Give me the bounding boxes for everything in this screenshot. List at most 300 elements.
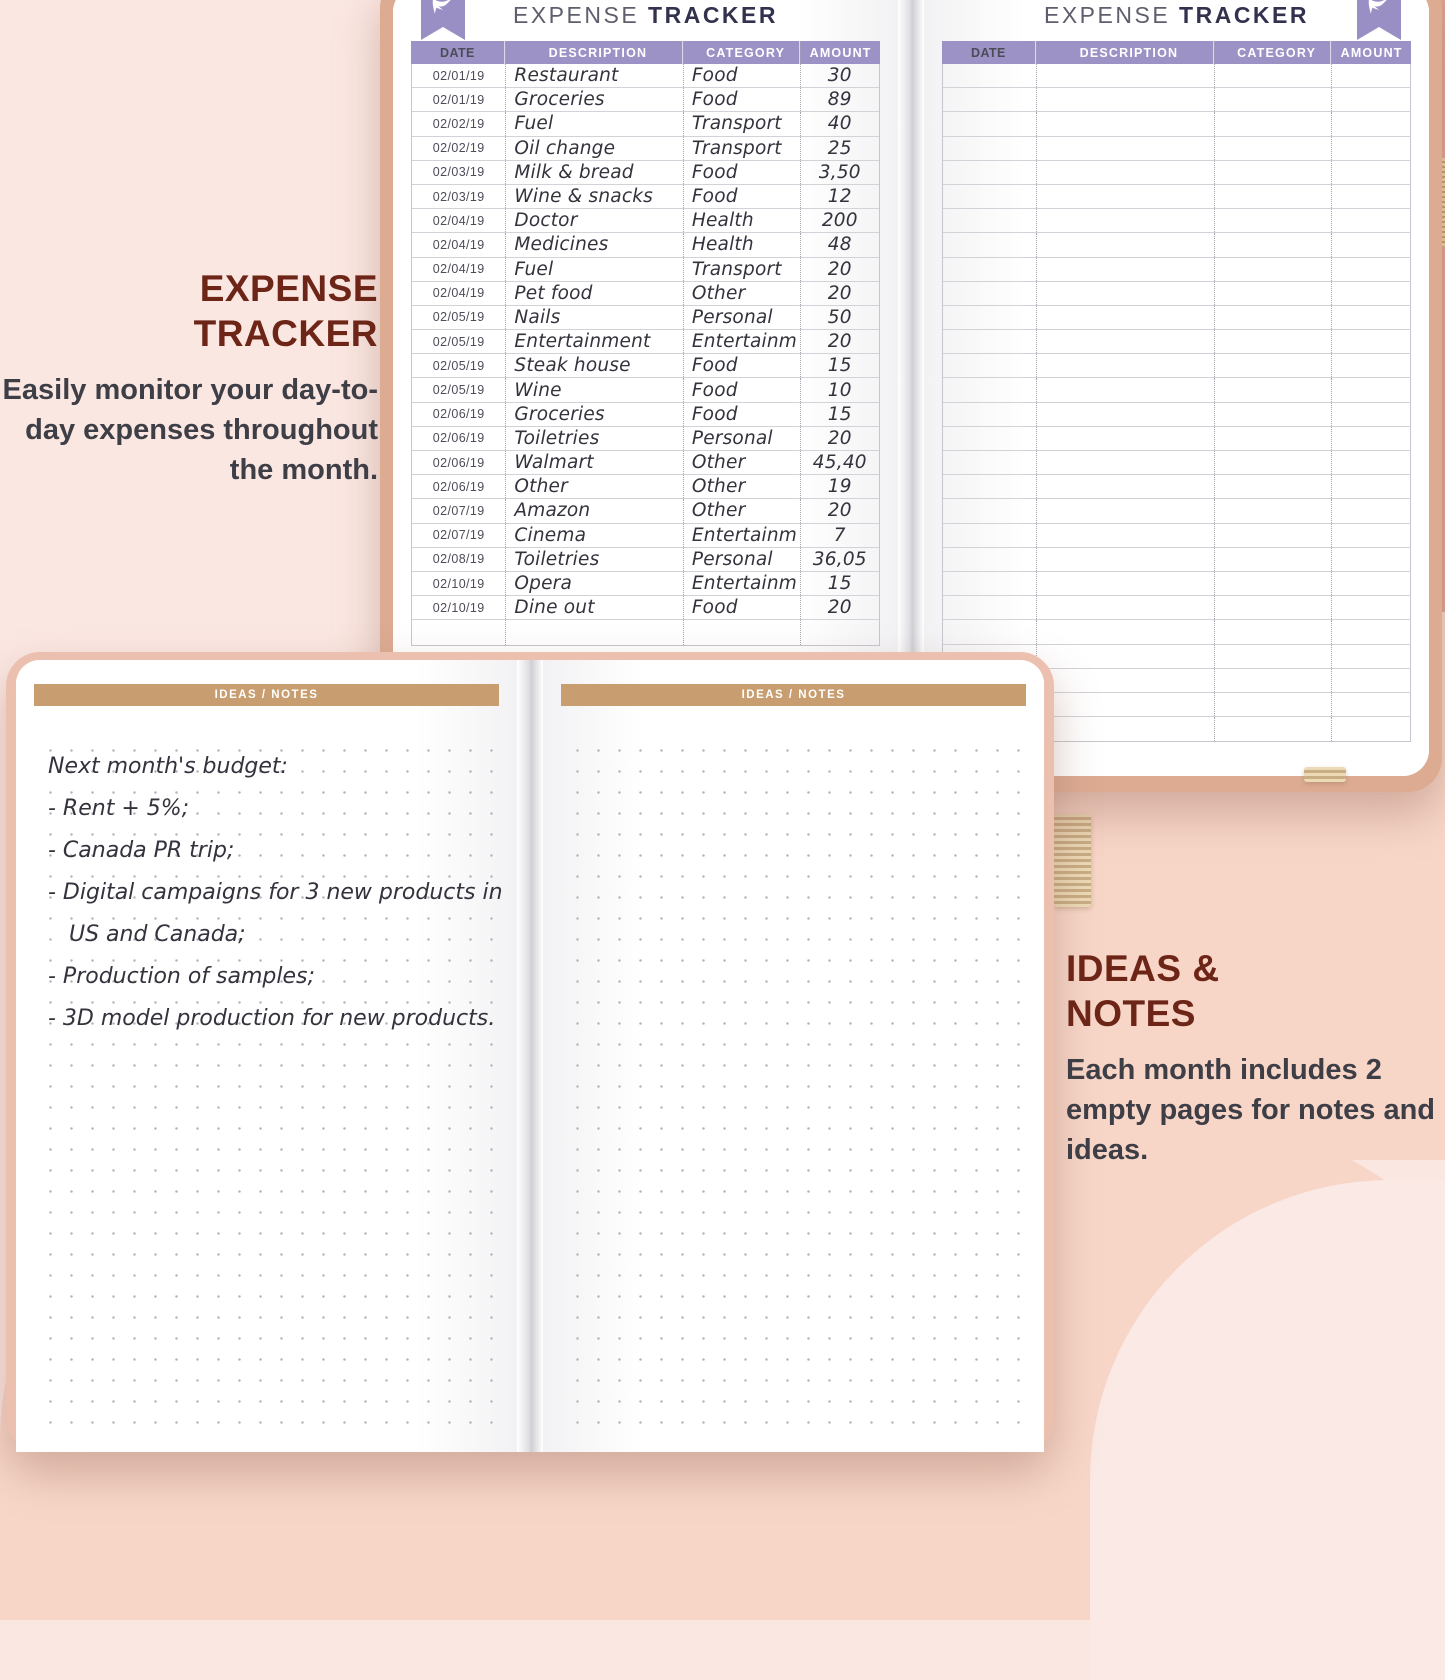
cell-category [1214,137,1331,160]
cell-category [1214,427,1331,450]
dot-grid [34,732,503,1442]
cell-description: Toiletries [505,548,682,571]
cell-date [943,475,1036,498]
cell-amount [1331,354,1410,377]
cell-category: Entertainm [683,330,800,353]
table-row [412,64,879,88]
cell-description [1036,572,1213,595]
cell-amount [1331,475,1410,498]
cell-description [1036,403,1213,426]
column-header-description: DESCRIPTION [505,41,683,64]
cell-date: 02/05/19 [432,310,485,325]
notes-line: - Rent + 5%; [48,796,190,821]
cell-date: 02/07/19 [432,528,485,543]
expense-table-body-left [411,64,880,646]
cell-category [1214,354,1331,377]
notes-line: - Canada PR trip; [48,838,235,863]
cell-date [943,161,1036,184]
cell-category: Food [683,378,800,401]
cell-date [943,258,1036,281]
cell-description: Doctor [505,209,682,232]
cell-date [943,524,1036,547]
cell-category [1214,185,1331,208]
table-row [943,403,1410,427]
table-row [412,548,879,572]
table-row [412,403,879,427]
cell-category [1214,161,1331,184]
cell-description [1036,378,1213,401]
cell-amount: 20 [800,282,879,305]
cell-date: 02/02/19 [432,141,485,156]
cell-amount [1331,403,1410,426]
cell-category [1214,88,1331,111]
cell-description: Fuel [505,258,682,281]
cell-date: 02/05/19 [432,383,485,398]
cell-category [683,620,800,644]
bookmark-ribbon [421,0,465,40]
cell-date: 02/01/19 [432,68,485,83]
cell-amount [1331,499,1410,522]
cell-description: Wine & snacks [505,185,682,208]
promo-ideas-notes [1066,946,1438,1170]
swallow-bird-icon [431,0,455,16]
cell-description [1036,330,1213,353]
cell-category [1214,378,1331,401]
table-row [412,451,879,475]
cell-date: 02/06/19 [432,407,485,422]
table-row [412,282,879,306]
cell-category: Food [683,354,800,377]
cell-amount [1331,64,1410,87]
cell-description: Cinema [505,524,682,547]
notes-line: - 3D model production for new products. [48,1006,496,1031]
cell-amount: 20 [800,258,879,281]
cell-category [1214,693,1331,716]
table-row [412,233,879,257]
column-header-amount: AMOUNT [800,41,880,64]
cell-date: 02/05/19 [432,358,485,373]
cell-amount [1331,282,1410,305]
notes-header-bar: IDEAS / NOTES [561,684,1026,706]
cell-amount [1331,693,1410,716]
cell-category: Health [683,209,800,232]
table-row [412,330,879,354]
cell-amount [1331,185,1410,208]
cell-category [1214,403,1331,426]
cell-amount: 25 [800,137,879,160]
table-row [943,548,1410,572]
table-row [943,378,1410,402]
cell-category [1214,306,1331,329]
ideas-notes-notebook [6,652,1054,1452]
cell-date [943,427,1036,450]
cell-description: Amazon [505,499,682,522]
expense-table-empty [942,41,1411,742]
cell-description: Steak house [505,354,682,377]
cell-amount [1331,233,1410,256]
cell-description [1036,693,1213,716]
cell-amount: 36,05 [800,548,879,571]
cell-date: 02/04/19 [432,213,485,228]
cell-description [1036,88,1213,111]
cell-category: Other [683,499,800,522]
cell-date: 02/06/19 [432,431,485,446]
cell-description: Other [505,475,682,498]
cell-category [1214,645,1331,668]
cell-amount: 30 [800,64,879,87]
cell-description [1036,524,1213,547]
cell-description [1036,185,1213,208]
cell-amount [1331,620,1410,643]
table-row [943,427,1410,451]
cell-category: Food [683,596,800,619]
cell-amount: 50 [800,306,879,329]
table-row [943,137,1410,161]
cell-amount: 20 [800,330,879,353]
cell-amount [1331,572,1410,595]
cell-description [1036,209,1213,232]
cell-description [1036,161,1213,184]
cell-description: Entertainment [505,330,682,353]
cell-date [943,306,1036,329]
cell-amount [1331,548,1410,571]
cell-date [943,209,1036,232]
cell-category [1214,572,1331,595]
cell-amount: 19 [800,475,879,498]
cell-description: Restaurant [505,64,682,87]
cell-category [1214,475,1331,498]
table-row [412,524,879,548]
table-row [412,620,879,644]
cell-amount: 40 [800,112,879,135]
column-header-category: CATEGORY [683,41,800,64]
cell-date: 02/04/19 [432,286,485,301]
cell-description [505,620,682,644]
table-row [943,209,1410,233]
dot-grid [561,732,1026,1442]
table-row [943,475,1410,499]
cell-category: Health [683,233,800,256]
cell-amount: 20 [800,427,879,450]
cell-description: Medicines [505,233,682,256]
cell-date [943,451,1036,474]
handwritten-notes [48,746,503,1040]
elastic-pen-loop [1054,814,1091,907]
cell-category: Food [683,185,800,208]
cell-amount [1331,209,1410,232]
cell-date [943,548,1036,571]
cell-date: 02/06/19 [432,455,485,470]
cell-amount [1331,669,1410,692]
cell-description [1036,258,1213,281]
cell-description: Pet food [505,282,682,305]
cell-description [1036,645,1213,668]
cell-amount [1331,427,1410,450]
cell-date [943,330,1036,353]
cell-category [1214,620,1331,643]
table-row [412,137,879,161]
cell-amount: 7 [800,524,879,547]
cell-date [943,64,1036,87]
cell-date: 02/06/19 [432,479,485,494]
notes-line: - Production of samples; [48,964,315,989]
cell-category: Food [683,88,800,111]
table-row [943,499,1410,523]
table-row [943,112,1410,136]
cell-description [1036,233,1213,256]
column-header-date: DATE [411,41,505,64]
cell-category [1214,669,1331,692]
elastic-strap [1304,767,1346,782]
page-title-bold: TRACKER [1179,2,1309,28]
column-header-category: CATEGORY [1214,41,1331,64]
column-header-description: DESCRIPTION [1036,41,1214,64]
table-row [943,282,1410,306]
cell-date: 02/02/19 [432,116,485,131]
cell-category: Transport [683,112,800,135]
table-row [412,596,879,620]
cell-date: 02/01/19 [432,92,485,107]
cell-date [943,499,1036,522]
cell-date: 02/10/19 [432,576,485,591]
column-header-date: DATE [942,41,1036,64]
notes-line: US and Canada; [48,922,246,947]
cell-amount [1331,88,1410,111]
cell-category: Other [683,451,800,474]
table-row [943,185,1410,209]
promo-description: Easily monitor your day-to-day expenses throughout the month. [2,374,378,487]
cell-amount: 200 [800,209,879,232]
cell-category [1214,209,1331,232]
cell-description: Dine out [505,596,682,619]
cell-category [1214,548,1331,571]
cell-date [943,233,1036,256]
cell-date [943,572,1036,595]
cell-date [943,354,1036,377]
cell-amount [1331,451,1410,474]
table-row [412,427,879,451]
table-row [412,354,879,378]
cell-amount: 15 [800,572,879,595]
cell-date [943,620,1036,643]
cell-description: Walmart [505,451,682,474]
cell-amount [800,620,879,644]
table-row [412,161,879,185]
table-row [943,524,1410,548]
notes-page-right [543,660,1044,1452]
cell-amount: 10 [800,378,879,401]
page-title-light: EXPENSE [1044,2,1171,28]
table-row [943,88,1410,112]
table-header-row [942,41,1411,64]
page-title-bold: TRACKER [648,2,778,28]
cell-description [1036,596,1213,619]
cell-category: Transport [683,258,800,281]
cell-category: Other [683,282,800,305]
cell-amount: 45,40 [800,451,879,474]
cell-description [1036,548,1213,571]
expense-table-body-right [942,64,1411,742]
notes-page-left [16,660,517,1452]
cell-category: Transport [683,137,800,160]
table-row [412,378,879,402]
cell-amount [1331,258,1410,281]
cell-amount: 48 [800,233,879,256]
cell-amount [1331,524,1410,547]
table-row [943,620,1410,644]
cell-date: 02/07/19 [432,503,485,518]
cell-amount [1331,306,1410,329]
cell-date: 02/04/19 [432,262,485,277]
table-row [412,88,879,112]
cell-category [1214,596,1331,619]
cell-date [943,112,1036,135]
cell-amount: 20 [800,499,879,522]
cell-amount [1331,330,1410,353]
notes-line: Next month's budget: [48,754,288,779]
table-row [943,306,1410,330]
cell-category [1214,451,1331,474]
cell-amount: 20 [800,596,879,619]
expense-table-filled [411,41,880,646]
cell-category: Food [683,64,800,87]
page-title [924,2,1429,29]
cell-description [1036,499,1213,522]
swallow-bird-icon [1367,0,1391,16]
cell-description [1036,669,1213,692]
table-row [412,499,879,523]
cell-amount: 15 [800,354,879,377]
cell-category [1214,282,1331,305]
table-row [412,475,879,499]
table-row [412,258,879,282]
cell-amount: 3,50 [800,161,879,184]
cell-date [412,620,505,644]
notes-line: - Digital campaigns for 3 new products in [48,880,503,905]
bookmark-ribbon [1357,0,1401,40]
cell-date [943,282,1036,305]
cell-date: 02/03/19 [432,165,485,180]
cell-category: Personal [683,427,800,450]
cell-description [1036,451,1213,474]
table-row [943,572,1410,596]
cell-amount [1331,596,1410,619]
cell-description [1036,620,1213,643]
cell-amount: 89 [800,88,879,111]
cell-date [943,88,1036,111]
cell-date [943,137,1036,160]
cell-category: Entertainm [683,524,800,547]
cell-amount [1331,378,1410,401]
cell-category [1214,64,1331,87]
table-row [943,161,1410,185]
cell-amount [1331,717,1410,741]
page-title [393,2,898,29]
cell-description: Opera [505,572,682,595]
cell-category: Personal [683,548,800,571]
table-row [943,451,1410,475]
cell-category [1214,233,1331,256]
cell-amount [1331,645,1410,668]
table-row [943,596,1410,620]
cell-date: 02/08/19 [432,552,485,567]
cell-category: Food [683,403,800,426]
table-header-row [411,41,880,64]
cell-category [1214,717,1331,741]
notebook-gutter [517,660,543,1452]
table-row [412,185,879,209]
cell-amount [1331,137,1410,160]
table-row [412,112,879,136]
cell-amount [1331,112,1410,135]
promo-title: IDEAS & NOTES [1066,948,1220,1035]
cell-description [1036,137,1213,160]
cell-date: 02/10/19 [432,600,485,615]
cell-amount: 15 [800,403,879,426]
cell-description [1036,282,1213,305]
cell-date: 02/04/19 [432,237,485,252]
table-row [943,354,1410,378]
cell-category [1214,524,1331,547]
table-row [412,306,879,330]
cell-description [1036,112,1213,135]
column-header-amount: AMOUNT [1331,41,1411,64]
cell-amount: 12 [800,185,879,208]
cell-description: Oil change [505,137,682,160]
cell-amount [1331,161,1410,184]
cell-description [1036,354,1213,377]
notes-header-bar: IDEAS / NOTES [34,684,499,706]
cell-date [943,403,1036,426]
cell-description [1036,475,1213,498]
cell-category [1214,330,1331,353]
cell-category: Food [683,161,800,184]
cell-description: Nails [505,306,682,329]
promo-description: Each month includes 2 empty pages for notes and ideas. [1066,1054,1436,1167]
cell-category: Other [683,475,800,498]
cell-description: Milk & bread [505,161,682,184]
cell-category: Personal [683,306,800,329]
cell-description: Groceries [505,403,682,426]
table-row [943,258,1410,282]
table-row [943,64,1410,88]
table-row [943,233,1410,257]
cell-description: Toiletries [505,427,682,450]
cell-description [1036,306,1213,329]
table-row [412,209,879,233]
cell-category: Entertainm [683,572,800,595]
cell-category [1214,499,1331,522]
promo-expense-tracker [0,266,378,490]
cell-date: 02/03/19 [432,189,485,204]
cell-description: Groceries [505,88,682,111]
table-row [412,572,879,596]
promo-title: EXPENSE TRACKER [193,268,378,355]
cell-category [1214,258,1331,281]
page-title-light: EXPENSE [513,2,640,28]
cell-date [943,378,1036,401]
cell-date [943,596,1036,619]
cell-description [1036,427,1213,450]
table-row [943,330,1410,354]
cell-description [1036,64,1213,87]
cell-description [1036,717,1213,741]
cell-category [1214,112,1331,135]
cell-date: 02/05/19 [432,334,485,349]
cell-date [943,185,1036,208]
cell-description: Fuel [505,112,682,135]
cell-description: Wine [505,378,682,401]
